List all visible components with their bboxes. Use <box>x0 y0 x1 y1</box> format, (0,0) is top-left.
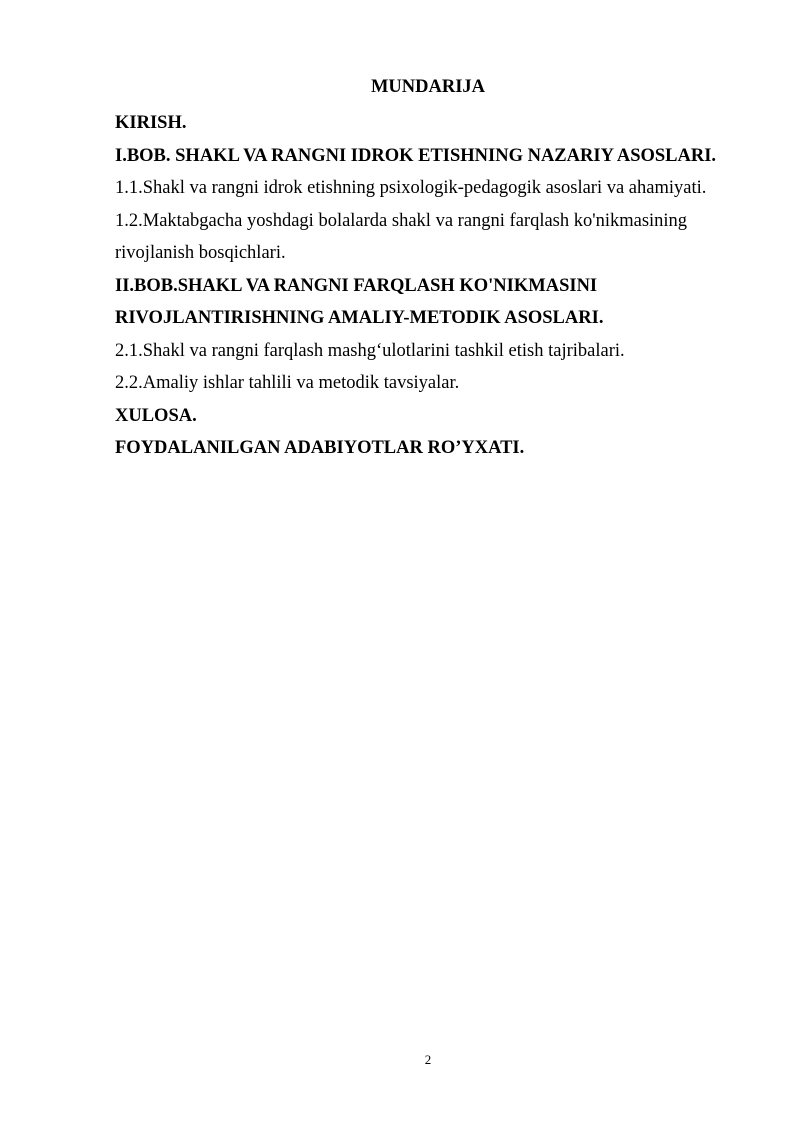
toc-entry-section-1-2: 1.2.Maktabgacha yoshdagi bolalarda shakl va rangni farqlash ko'nikmasining <box>115 210 688 231</box>
toc-entry-chapter-2-continued: RIVOJLANTIRISHNING AMALIY-METODIK ASOSLARI. <box>115 308 604 328</box>
toc-entry-section-2-1: 2.1.Shakl va rangni farqlash mashg‘ulotlarini tashkil etish tajribalari. <box>115 340 625 361</box>
toc-entry-references: FOYDALANILGAN ADABIYOTLAR RO’YXATI. <box>115 438 525 458</box>
toc-title: MUNDARIJA <box>370 77 486 97</box>
toc-entry-chapter-2: II.BOB.SHAKL VA RANGNI FARQLASH KO'NIKMASINI <box>115 275 598 296</box>
table-of-contents <box>115 107 755 465</box>
page-number: 2 <box>424 1052 432 1067</box>
toc-entry-section-2-2: 2.2.Amaliy ishlar tahlili va metodik tavsiyalar. <box>115 373 460 393</box>
toc-entry-section-1-2-continued: rivojlanish bosqichlari. <box>115 243 286 263</box>
toc-entry-chapter-1: I.BOB. SHAKL VA RANGNI IDROK ETISHNING NAZARIY ASOSLARI. <box>115 145 717 166</box>
toc-entry-introduction: KIRISH. <box>115 113 187 133</box>
toc-entry-section-1-1: 1.1.Shakl va rangni idrok etishning psixologik-pedagogik asoslari va ahamiyati. <box>115 178 707 198</box>
toc-entry-conclusion: XULOSA. <box>115 405 197 426</box>
